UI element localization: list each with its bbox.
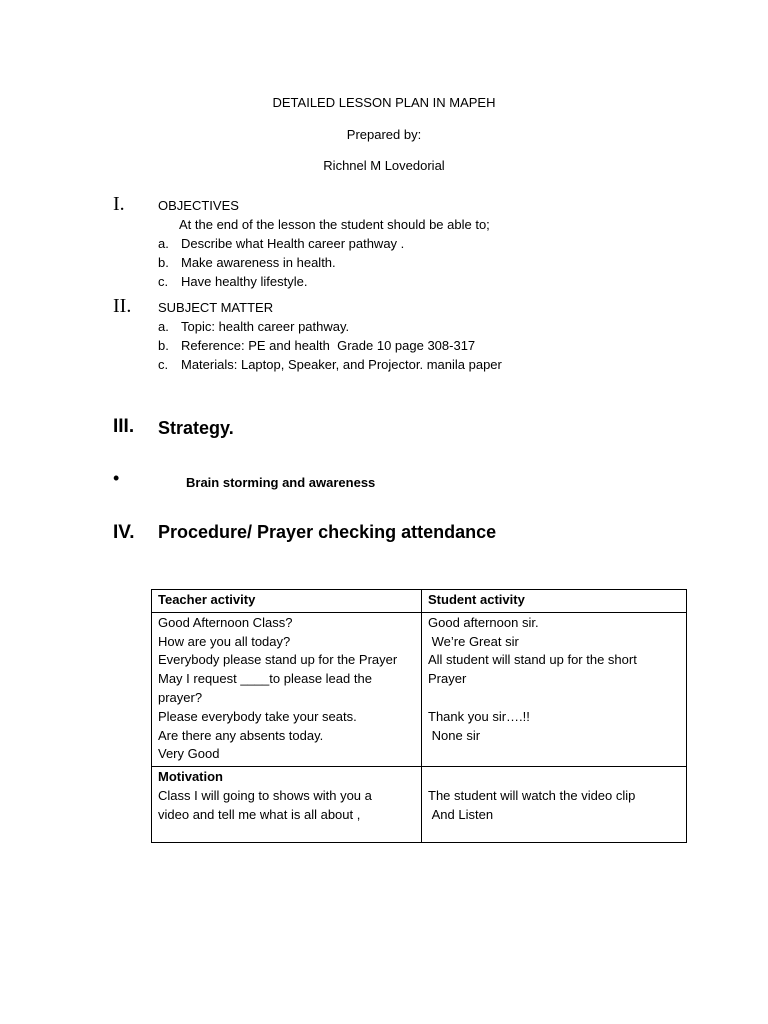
subject-item-a (158, 319, 349, 334)
bullet-icon: • (113, 468, 120, 488)
activity-table (151, 589, 687, 843)
table-line: How are you all today? (158, 633, 291, 649)
section-numeral-iii: III. (113, 416, 135, 437)
table-line: Please everybody take your seats. (158, 708, 357, 724)
author-name: Richnel M Lovedorial (323, 158, 445, 173)
procedure-heading: Procedure/ Prayer checking attendance (158, 522, 497, 542)
list-letter: b. (158, 338, 169, 353)
list-letter: c. (158, 357, 169, 372)
list-item-text: Describe what Health career pathway . (181, 236, 405, 251)
table-line: We’re Great sir (428, 633, 519, 649)
objectives-heading: OBJECTIVES (158, 198, 239, 213)
section-numeral-ii: II. (113, 295, 132, 317)
section-numeral-i: I. (113, 193, 125, 215)
student-activity-cell (422, 767, 687, 843)
table-line: prayer? (158, 689, 203, 705)
table-row (152, 612, 687, 766)
table-line: And Listen (428, 806, 494, 822)
teacher-activity-header: Teacher activity (152, 590, 422, 613)
subject-item-b (158, 338, 475, 353)
document-title: DETAILED LESSON PLAN IN MAPEH (272, 95, 496, 110)
section-numeral-iv: IV. (113, 522, 135, 543)
table-line: Very Good (158, 746, 220, 762)
table-line (428, 689, 680, 708)
teacher-activity-cell (152, 612, 422, 766)
list-letter: c. (158, 274, 169, 289)
table-line: Class I will going to shows with you a (158, 787, 372, 803)
table-line: Prayer (428, 671, 467, 687)
list-item-text: Materials: Laptop, Speaker, and Projector. manila paper (181, 357, 502, 372)
prepared-by-label: Prepared by: (346, 127, 422, 142)
motivation-title: Motivation (158, 769, 223, 785)
table-line: Good afternoon sir. (428, 614, 539, 630)
table-line: Thank you sir….!! (428, 708, 530, 724)
list-item-text: Topic: health career pathway. (181, 319, 350, 334)
table-line: The student will watch the video clip (428, 787, 636, 803)
objective-item-c (158, 274, 307, 289)
strategy-item: Brain storming and awareness (186, 475, 376, 490)
list-letter: a. (158, 319, 169, 334)
list-item-text: Make awareness in health. (181, 255, 336, 270)
table-header-row (152, 590, 687, 613)
student-activity-header: Student activity (422, 590, 687, 613)
table-line: All student will stand up for the short (428, 652, 637, 668)
objective-item-b (158, 255, 336, 270)
list-item-text: Have healthy lifestyle. (181, 274, 308, 289)
table-line: Everybody please stand up for the Prayer (158, 652, 398, 668)
subject-item-c (158, 357, 502, 372)
teacher-activity-cell (152, 767, 422, 843)
objective-item-a (158, 236, 404, 251)
student-activity-cell (422, 612, 687, 766)
table-line: May I request ____to please lead the (158, 671, 372, 687)
strategy-heading: Strategy. (158, 418, 234, 438)
list-letter: a. (158, 236, 169, 251)
table-line: Are there any absents today. (158, 727, 324, 743)
table-row (152, 767, 687, 843)
objectives-intro: At the end of the lesson the student should be able to; (179, 217, 490, 232)
table-line: video and tell me what is all about , (158, 806, 361, 822)
table-line: None sir (428, 727, 481, 743)
table-line (428, 768, 680, 787)
list-letter: b. (158, 255, 169, 270)
table-line: Good Afternoon Class? (158, 614, 293, 630)
list-item-text: Reference: PE and health Grade 10 page 308-317 (181, 338, 476, 353)
subject-matter-heading: SUBJECT MATTER (158, 300, 274, 315)
